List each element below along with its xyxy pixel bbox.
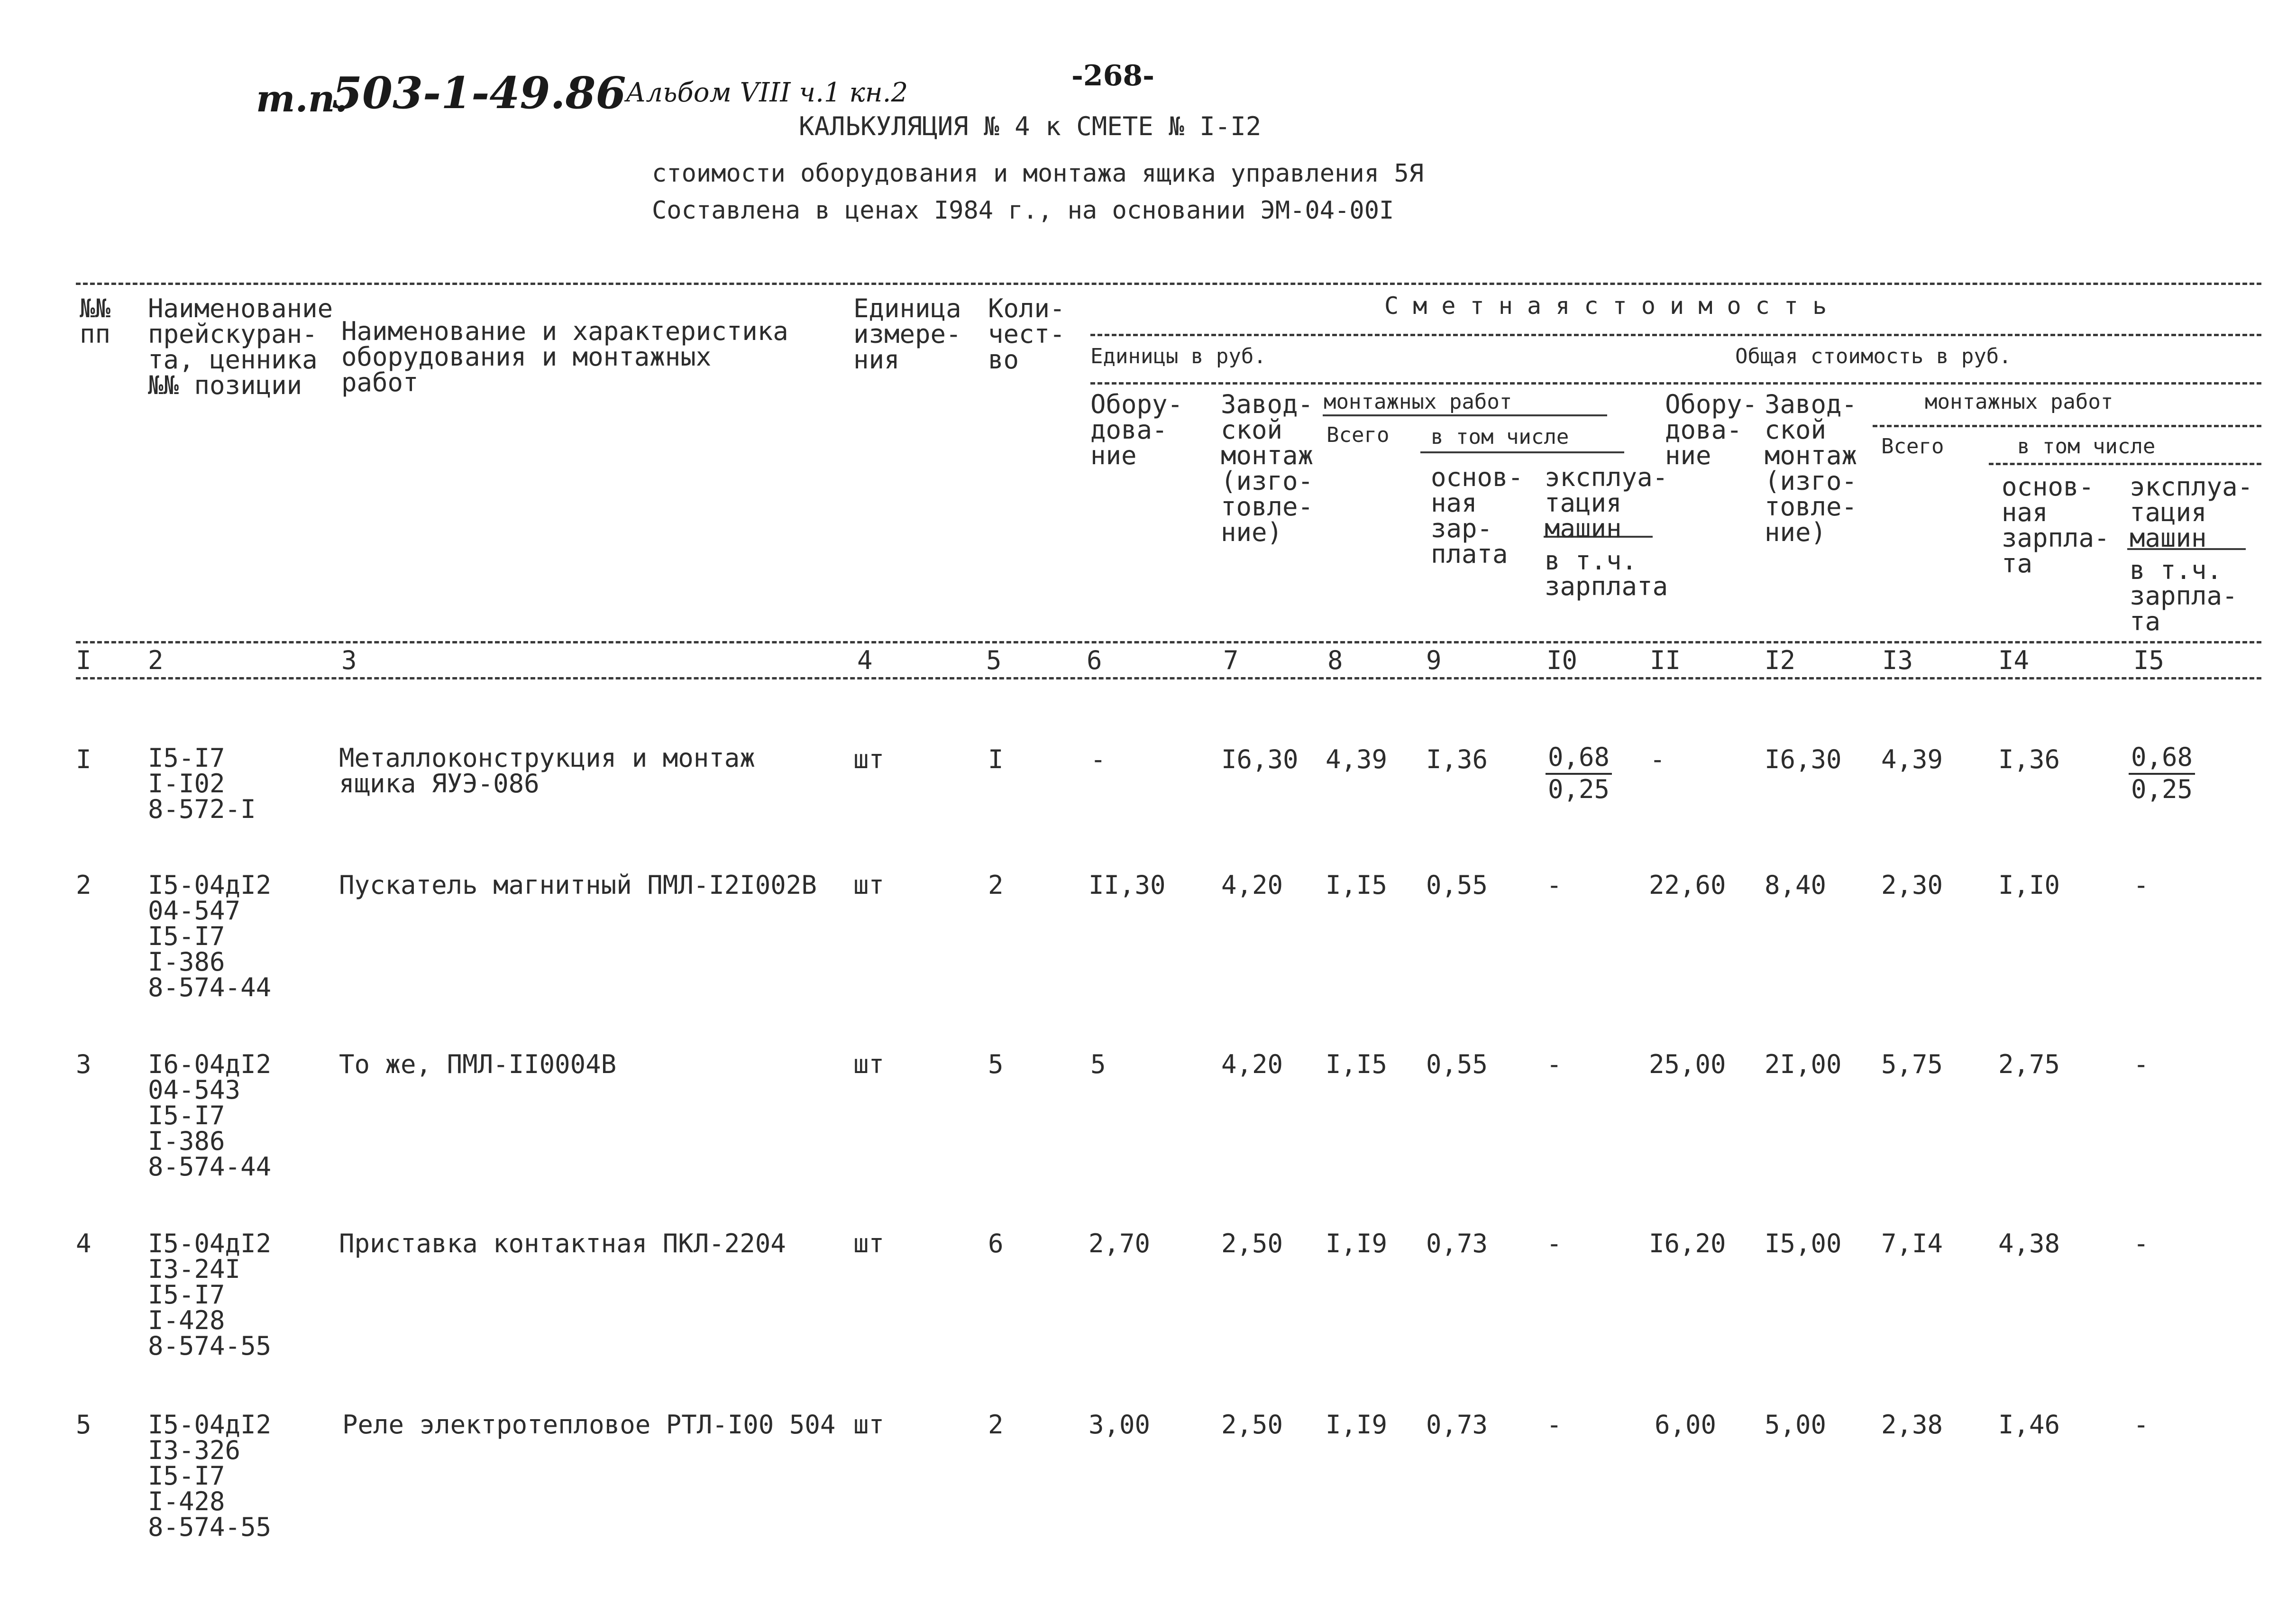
total-base-salary: I,I0 bbox=[1998, 870, 2060, 900]
col-number-7: 7 bbox=[1223, 645, 1239, 675]
item-qty: 5 bbox=[988, 1049, 1004, 1079]
col-header-zavod-unit: Завод- ской монтаж (изго- товле- ние) bbox=[1221, 389, 1314, 547]
numbers-bottom-rule bbox=[76, 677, 2261, 679]
col-number-13: I3 bbox=[1882, 645, 1913, 675]
total-factory-assembly: 5,00 bbox=[1765, 1410, 1827, 1440]
unit-installation-total: I,I9 bbox=[1326, 1229, 1388, 1258]
col-header-oborud-unit: Обору- дова- ние bbox=[1090, 389, 1183, 470]
col-number-9: 9 bbox=[1426, 645, 1442, 675]
montazh-unit-rule bbox=[1323, 414, 1607, 416]
col-number-10: I0 bbox=[1546, 645, 1578, 675]
unit-factory-assembly: 4,20 bbox=[1221, 1049, 1283, 1079]
vtch-total-rule bbox=[1989, 463, 2261, 465]
item-description: Пускатель магнитный ПМЛ-I2I002В bbox=[339, 870, 817, 900]
tp-prefix: т.п. bbox=[256, 77, 348, 120]
total-equipment: - bbox=[1650, 744, 1665, 774]
item-description: Реле электротепловое РТЛ-I00 504 bbox=[342, 1410, 836, 1440]
unit-machine-operation-value: 0,68 bbox=[1546, 743, 1612, 775]
album-label: Альбом VIII ч.1 кн.2 bbox=[626, 77, 908, 108]
unit-factory-assembly: 4,20 bbox=[1221, 870, 1283, 900]
unit-base-salary: 0,55 bbox=[1426, 1049, 1488, 1079]
header-top-rule bbox=[76, 283, 2261, 285]
item-description: То же, ПМЛ-II0004В bbox=[339, 1049, 617, 1079]
unit-machine-operation bbox=[1546, 743, 1612, 804]
col-header-vtom-total: в том числе bbox=[2017, 434, 2156, 459]
pricelist-codes: I5-04дI2 I3-326 I5-I7 I-428 8-574-55 bbox=[148, 1410, 272, 1542]
unit-equipment: 2,70 bbox=[1089, 1229, 1151, 1258]
total-base-salary: 2,75 bbox=[1998, 1049, 2060, 1079]
unit-installation-total: I,I5 bbox=[1326, 1049, 1388, 1079]
item-qty: I bbox=[988, 744, 1004, 774]
total-base-salary: 4,38 bbox=[1998, 1229, 2060, 1258]
total-machine-salary-value: 0,25 bbox=[2131, 774, 2193, 804]
col-number-15: I5 bbox=[2133, 645, 2165, 675]
item-qty: 6 bbox=[988, 1229, 1004, 1258]
total-machine-operation: - bbox=[2133, 1410, 2149, 1440]
col-header-unit-group: Единицы в руб. bbox=[1090, 344, 1266, 368]
col-header-zavod-total: Завод- ской монтаж (изго- товле- ние) bbox=[1765, 389, 1857, 547]
unit-equipment: - bbox=[1090, 744, 1106, 774]
pricelist-codes: I6-04дI2 04-543 I5-I7 I-386 8-574-44 bbox=[148, 1049, 272, 1182]
total-machine-operation: - bbox=[2133, 870, 2149, 900]
total-factory-assembly: I6,30 bbox=[1765, 744, 1842, 774]
total-equipment: 6,00 bbox=[1655, 1410, 1717, 1440]
total-equipment: 22,60 bbox=[1649, 870, 1726, 900]
item-unit: шт bbox=[853, 1049, 885, 1079]
pricelist-codes: I5-04дI2 04-547 I5-I7 I-386 8-574-44 bbox=[148, 870, 272, 1002]
col-header-osn-total: основ- ная зарпла- та bbox=[2002, 472, 2110, 578]
col-header-vtch-total: в т.ч. зарпла- та bbox=[2130, 555, 2238, 636]
item-unit: шт bbox=[853, 870, 885, 900]
pricelist-codes: I5-I7 I-I02 8-572-I bbox=[148, 743, 256, 824]
vtch-unit-rule bbox=[1420, 451, 1624, 453]
item-qty: 2 bbox=[988, 870, 1004, 900]
col-header-vsego-total: Всего bbox=[1881, 434, 1944, 459]
col-header-total-group: Общая стоимость в руб. bbox=[1735, 344, 2012, 368]
numbers-top-rule bbox=[76, 641, 2261, 643]
col-header-ekspl-total: эксплуа- тация машин bbox=[2130, 472, 2253, 553]
col-header-unit: Единица измере- ния bbox=[853, 294, 961, 375]
col-header-osn-unit: основ- ная зар- плата bbox=[1431, 462, 1524, 569]
col-header-vtch-unit: в т.ч. зарплата bbox=[1545, 546, 1668, 601]
unit-factory-assembly: 2,50 bbox=[1221, 1229, 1283, 1258]
pricelist-codes: I5-04дI2 I3-24I I5-I7 I-428 8-574-55 bbox=[148, 1229, 272, 1361]
row-number: 5 bbox=[76, 1410, 91, 1440]
col-number-5: 5 bbox=[986, 645, 1002, 675]
total-equipment: I6,20 bbox=[1649, 1229, 1726, 1258]
total-installation: 2,30 bbox=[1881, 870, 1943, 900]
tp-number: 503-1-49.86 bbox=[332, 67, 626, 119]
unit-base-salary: 0,73 bbox=[1426, 1229, 1488, 1258]
unit-machine-operation: - bbox=[1546, 1049, 1562, 1079]
total-installation: 2,38 bbox=[1881, 1410, 1943, 1440]
unit-factory-assembly: 2,50 bbox=[1221, 1410, 1283, 1440]
col-header-pricelist: Наименование прейскуран- та, ценника №№ позиции bbox=[148, 294, 333, 400]
page-number: -268- bbox=[1071, 59, 1155, 92]
row-number: 2 bbox=[76, 870, 91, 900]
unit-equipment: 3,00 bbox=[1089, 1410, 1151, 1440]
col-header-ekspl-unit: эксплуа- тация машин bbox=[1545, 462, 1668, 543]
col-header-smetnaya: С м е т н а я с т о и м о с т ь bbox=[1384, 292, 1827, 320]
col-header-num: №№ пп bbox=[80, 294, 111, 349]
unit-machine-salary-value: 0,25 bbox=[1547, 774, 1610, 804]
unit-group-rule bbox=[1090, 382, 2261, 385]
col-header-vsego-unit: Всего bbox=[1326, 423, 1390, 447]
unit-base-salary: I,36 bbox=[1426, 744, 1488, 774]
item-unit: шт bbox=[853, 1410, 885, 1440]
smetnaya-rule bbox=[1090, 334, 2261, 336]
unit-equipment: II,30 bbox=[1089, 870, 1166, 900]
document-subtitle-2: Составлена в ценах I984 г., на основании ЭМ-04-00I bbox=[652, 196, 1394, 225]
col-header-vtom-unit: в том числе bbox=[1431, 425, 1569, 449]
col-header-description: Наименование и характеристика оборудования и монтажных работ bbox=[341, 316, 788, 397]
unit-machine-operation: - bbox=[1546, 870, 1562, 900]
col-number-14: I4 bbox=[1998, 645, 2030, 675]
item-unit: шт bbox=[853, 744, 885, 774]
total-base-salary: I,36 bbox=[1998, 744, 2060, 774]
col-number-11: II bbox=[1650, 645, 1681, 675]
total-installation: 4,39 bbox=[1881, 744, 1943, 774]
total-equipment: 25,00 bbox=[1649, 1049, 1726, 1079]
total-base-salary: I,46 bbox=[1998, 1410, 2060, 1440]
col-number-3: 3 bbox=[341, 645, 357, 675]
unit-installation-total: I,I5 bbox=[1326, 870, 1388, 900]
col-number-8: 8 bbox=[1327, 645, 1343, 675]
montazh-total-rule bbox=[1873, 425, 2261, 427]
unit-equipment: 5 bbox=[1090, 1049, 1106, 1079]
unit-machine-operation: - bbox=[1546, 1229, 1562, 1258]
total-factory-assembly: 8,40 bbox=[1765, 870, 1827, 900]
col-number-12: I2 bbox=[1765, 645, 1796, 675]
col-number-6: 6 bbox=[1087, 645, 1102, 675]
row-number: I bbox=[76, 744, 91, 774]
total-factory-assembly: I5,00 bbox=[1765, 1229, 1842, 1258]
unit-base-salary: 0,55 bbox=[1426, 870, 1488, 900]
item-unit: шт bbox=[853, 1229, 885, 1258]
col-number-4: 4 bbox=[857, 645, 873, 675]
unit-installation-total: 4,39 bbox=[1326, 744, 1388, 774]
total-machine-operation: - bbox=[2133, 1049, 2149, 1079]
document-subtitle-1: стоимости оборудования и монтажа ящика управления 5Я bbox=[652, 159, 1424, 188]
unit-base-salary: 0,73 bbox=[1426, 1410, 1488, 1440]
col-header-montazh-total: монтажных работ bbox=[1925, 390, 2113, 414]
document-title: КАЛЬКУЛЯЦИЯ № 4 к СМЕТЕ № I-I2 bbox=[799, 111, 1262, 141]
total-installation: 7,I4 bbox=[1881, 1229, 1943, 1258]
total-machine-operation: - bbox=[2133, 1229, 2149, 1258]
total-installation: 5,75 bbox=[1881, 1049, 1943, 1079]
item-description: Приставка контактная ПКЛ-2204 bbox=[339, 1229, 786, 1258]
row-number: 4 bbox=[76, 1229, 91, 1258]
col-header-montazh-unit: монтажных работ bbox=[1324, 390, 1512, 414]
item-description: Металлоконструкция и монтаж ящика ЯУЭ-086 bbox=[339, 743, 755, 798]
total-factory-assembly: 2I,00 bbox=[1765, 1049, 1842, 1079]
row-number: 3 bbox=[76, 1049, 91, 1079]
total-machine-operation-value: 0,68 bbox=[2129, 743, 2195, 775]
col-number-1: I bbox=[76, 645, 91, 675]
total-machine-operation bbox=[2129, 743, 2195, 804]
col-number-2: 2 bbox=[148, 645, 164, 675]
unit-machine-operation: - bbox=[1546, 1410, 1562, 1440]
col-header-qty: Коли- чест- во bbox=[988, 294, 1065, 375]
unit-installation-total: I,I9 bbox=[1326, 1410, 1388, 1440]
item-qty: 2 bbox=[988, 1410, 1004, 1440]
col-header-oborud-total: Обору- дова- ние bbox=[1665, 389, 1758, 470]
unit-factory-assembly: I6,30 bbox=[1221, 744, 1299, 774]
